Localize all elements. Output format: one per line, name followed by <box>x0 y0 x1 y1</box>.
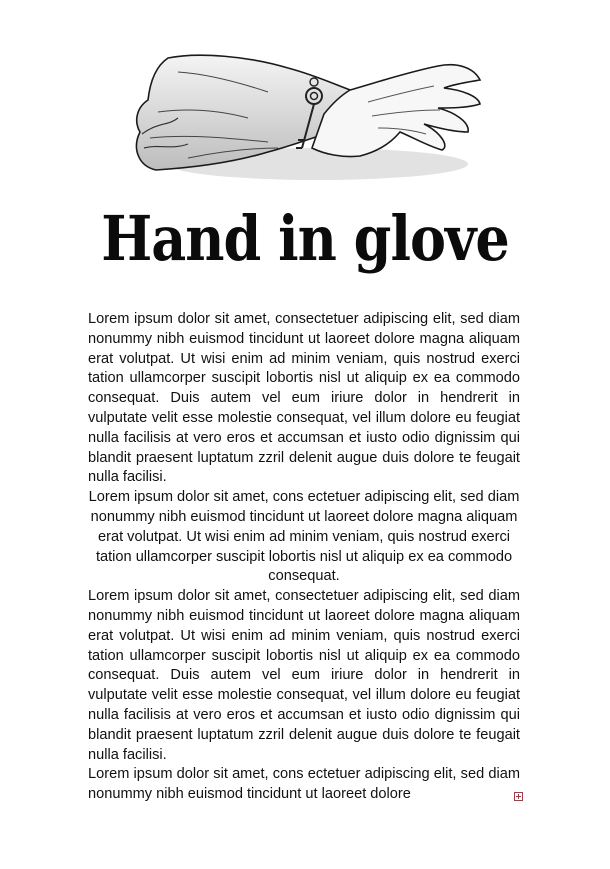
paragraph: Lorem ipsum dolor sit amet, cons ectetuer adipiscing elit, sed diam nonummy nibh euismod tincidunt ut laoreet dolore <box>88 766 520 803</box>
body-text <box>88 310 520 805</box>
paragraph: Lorem ipsum dolor sit amet, consectetuer adipiscing elit, sed diam nonummy nibh euismod tincidunt ut laoreet dolore magna aliquam erat volutpat. Ut wisi enim ad minim veniam, quis nostrud exerci tation ullamcorper suscipit lobortis nisl ut aliquip ex ea commodo consequat. Duis autem vel eum iriure dolor in hendrerit in vulputate velit esse molestie consequat, vel illum dolore eu feugiat nulla facilisis at vero eros et accumsan et iusto odio dignissim qui blandit praesent luptatum zzril delenit augue duis dolore te feugait nulla facilisi. <box>88 311 520 486</box>
text-overflow-icon[interactable] <box>514 792 523 801</box>
page-title: Hand in glove <box>101 201 509 275</box>
paragraph: Lorem ipsum dolor sit amet, consectetuer adipiscing elit, sed diam nonummy nibh euismod tincidunt ut laoreet dolore magna aliquam erat volutpat. Ut wisi enim ad minim veniam, quis nostrud exerci tation ullamcorper suscipit lobortis nisl ut aliquip ex ea commodo consequat. Duis autem vel eum iriure dolor in hendrerit in vulputate velit esse molestie consequat, vel illum dolore eu feugiat nulla facilisis at vero eros et accumsan et iusto odio dignissim qui blandit praesent luptatum zzril delenit augue duis dolore te feugait nulla facilisi. <box>88 588 520 763</box>
paragraph: Lorem ipsum dolor sit amet, cons ectetuer adipiscing elit, sed diam nonummy nibh euismod tincidunt ut laoreet dolore magna aliquam erat volutpat. Ut wisi enim ad minim veniam, quis nostrud exerci tation ullamcorper suscipit lobortis nisl ut aliquip ex ea commodo consequat. <box>88 489 520 585</box>
gloves-illustration <box>128 52 490 186</box>
gloves-icon <box>128 52 490 186</box>
